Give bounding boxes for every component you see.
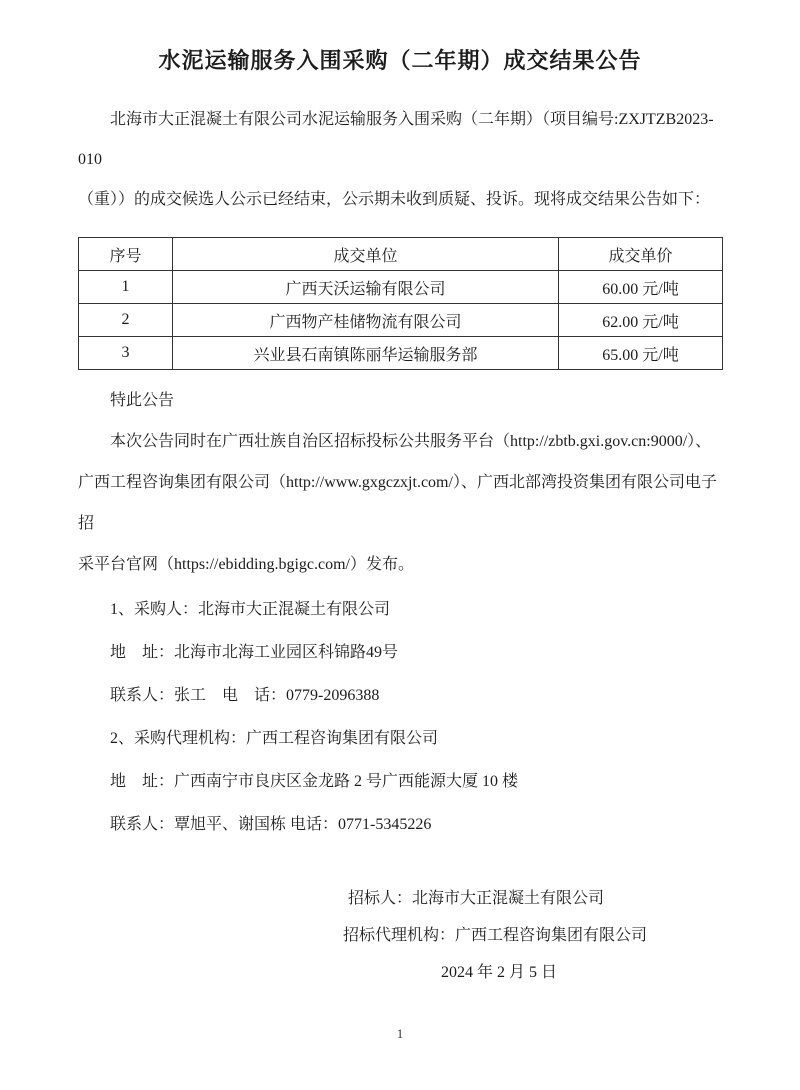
table-header-row bbox=[79, 238, 723, 271]
cell-company: 广西天沃运输有限公司 bbox=[173, 271, 559, 304]
page-title: 水泥运输服务入围采购（二年期）成交结果公告 bbox=[158, 48, 642, 73]
intro-paragraph bbox=[78, 100, 722, 220]
col-header-price: 成交单价 bbox=[559, 238, 723, 271]
cell-price: 60.00 元/吨 bbox=[559, 271, 723, 304]
contact-details bbox=[78, 588, 722, 846]
publish-line: 本次公告同时在广西壮族自治区招标投标公共服务平台（http://zbtb.gxi.gov.cn:9000/）、 bbox=[110, 433, 712, 450]
agency-line: 2、采购代理机构：广西工程咨询集团有限公司 bbox=[110, 730, 439, 747]
cell-company: 兴业县石南镇陈丽华运输服务部 bbox=[173, 337, 559, 370]
cell-price: 62.00 元/吨 bbox=[559, 304, 723, 337]
results-table bbox=[78, 237, 723, 370]
publish-paragraph bbox=[78, 421, 722, 585]
table-row bbox=[79, 337, 723, 370]
document-body bbox=[78, 100, 722, 846]
cell-seq: 3 bbox=[79, 337, 173, 370]
purchaser-line: 1、采购人：北海市大正混凝土有限公司 bbox=[110, 601, 391, 618]
notice-line: 特此公告 bbox=[110, 392, 175, 409]
cell-seq: 1 bbox=[79, 271, 173, 304]
signature-date: 2024 年 2 月 5 日 bbox=[440, 964, 557, 981]
col-header-company: 成交单位 bbox=[173, 238, 559, 271]
table-row bbox=[79, 271, 723, 304]
page-number: 1 bbox=[396, 1026, 404, 1041]
cell-company: 广西物产桂储物流有限公司 bbox=[173, 304, 559, 337]
purchaser-contact-line: 联系人：张工 电 话：0779-2096388 bbox=[110, 687, 380, 704]
signature-bidder: 招标人：北海市大正混凝土有限公司 bbox=[348, 890, 605, 907]
table-row bbox=[79, 304, 723, 337]
publish-line: 采平台官网（https://ebidding.bgigc.com/）发布。 bbox=[78, 556, 414, 573]
cell-price: 65.00 元/吨 bbox=[559, 337, 723, 370]
signature-agency: 招标代理机构：广西工程咨询集团有限公司 bbox=[343, 927, 648, 944]
col-header-seq: 序号 bbox=[79, 238, 173, 271]
agency-address-line: 地 址：广西南宁市良庆区金龙路 2 号广西能源大厦 10 楼 bbox=[110, 773, 519, 790]
signature-block bbox=[343, 880, 655, 991]
publish-line: 广西工程咨询集团有限公司（http://www.gxgczxjt.com/）、广西北部湾投资集团有限公司电子招 bbox=[78, 474, 717, 532]
agency-contact-line: 联系人：覃旭平、谢国栋 电话：0771-5345226 bbox=[110, 816, 432, 833]
purchaser-address-line: 地 址：北海市北海工业园区科锦路49号 bbox=[110, 644, 399, 661]
cell-seq: 2 bbox=[79, 304, 173, 337]
intro-line: 北海市大正混凝土有限公司水泥运输服务入围采购（二年期）（项目编号:ZXJTZB2023-010 bbox=[78, 111, 714, 168]
intro-line: （重））的成交候选人公示已经结束，公示期未收到质疑、投诉。现将成交结果公告如下： bbox=[78, 191, 711, 208]
